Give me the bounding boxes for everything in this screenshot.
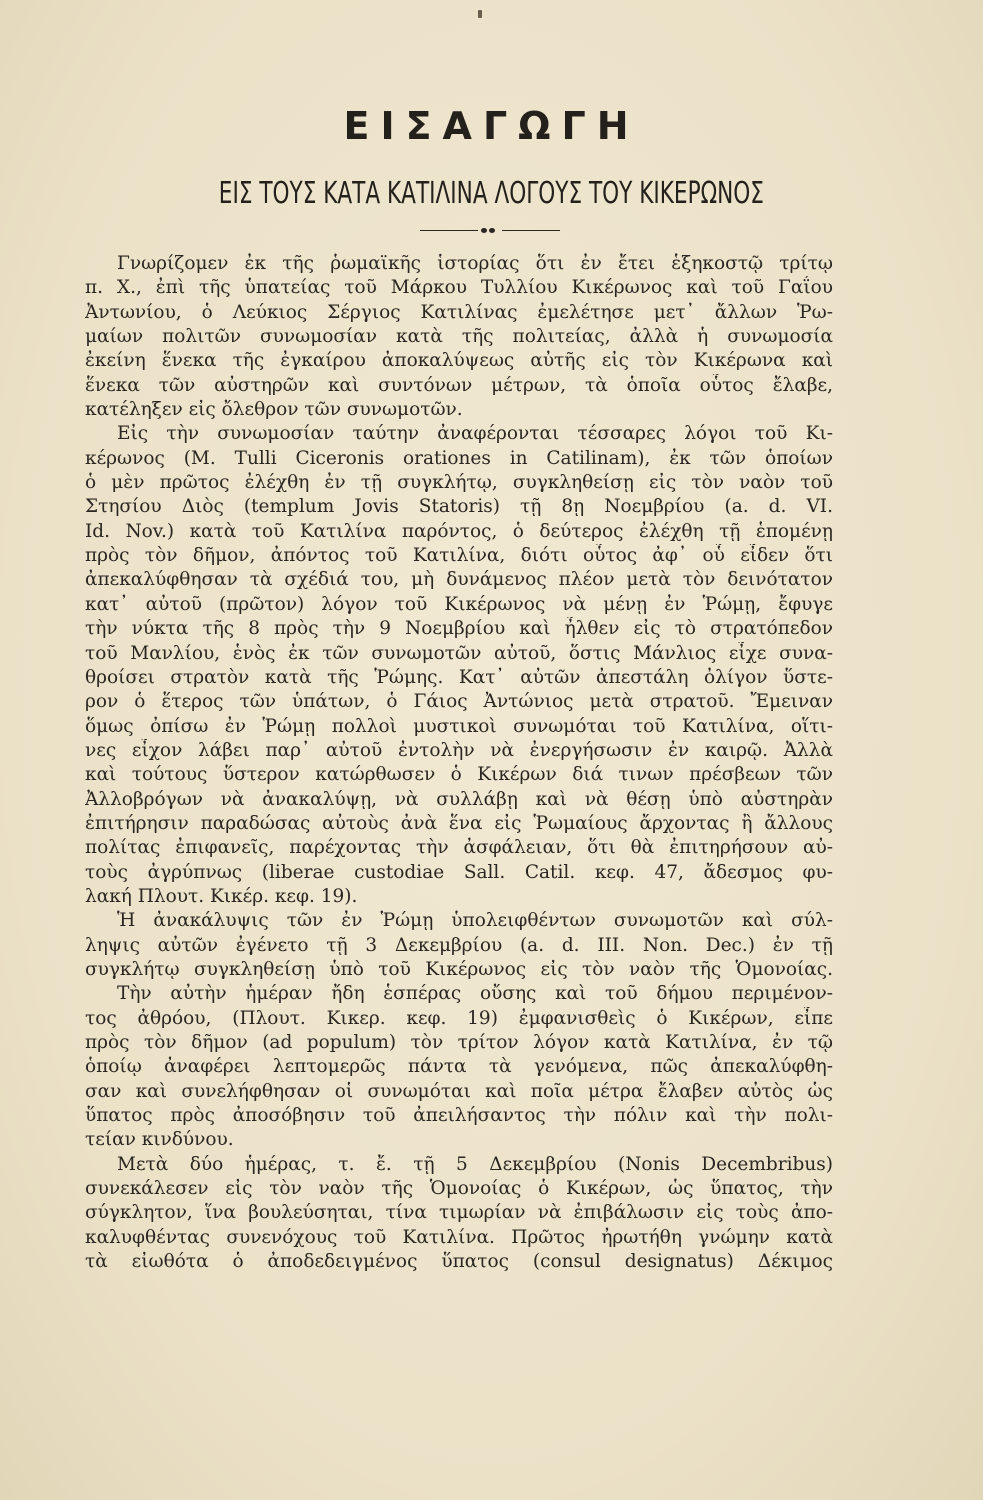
text-line: τος ἀθρόου, (Πλουτ. Κικερ. κεφ. 19) ἐμφανισθεὶς ὁ Κικέρων, εἶπε xyxy=(85,1007,833,1029)
text-line: ἐπιτήρησιν παραδώσας αὐτοὺς ἀνὰ ἕνα εἰς Ῥωμαίους ἄρχοντας ἢ ἄλλους xyxy=(85,812,833,834)
text-line: ὅμως ὀπίσω ἐν Ῥώμῃ πολλοὶ μυστικοὶ συνωμόται τοῦ Κατιλίνα, οἵτι- xyxy=(85,715,833,737)
text-line: καὶ τούτους ὕστερον κατώρθωσεν ὁ Κικέρων διά τινων πρέσβεων τῶν xyxy=(85,764,833,786)
text-line: ληψις αὐτῶν ἐγένετο τῇ 3 Δεκεμβρίου (a. d. III. Non. Dec.) ἐν τῇ xyxy=(85,934,833,956)
text-line: συνεκάλεσεν εἰς τὸν ναὸν τῆς Ὁμονοίας ὁ Κικέρων, ὡς ὕπατος, τὴν xyxy=(85,1178,833,1200)
body-text xyxy=(85,252,833,1274)
text-line: μαίων πολιτῶν συνωμοσίαν κατὰ τῆς πολιτείας, ἀλλὰ ἡ συνωμοσία xyxy=(85,326,833,348)
text-line: π. Χ., ἐπὶ τῆς ὑπατείας τοῦ Μάρκου Τυλλίου Κικέρωνος καὶ τοῦ Γαΐου xyxy=(85,277,833,299)
text-line: νες εἶχον λάβει παρ᾽ αὐτοῦ ἐντολὴν νὰ ἐνεργήσωσιν ἐν καιρῷ. Ἀλλὰ xyxy=(85,739,833,761)
text-line: πρὸς τὸν δῆμον (ad populum) τὸν τρίτον λόγον κατὰ Κατιλίνα, ἐν τῷ xyxy=(85,1032,833,1053)
ink-mark xyxy=(478,10,482,18)
text-line: ἐκείνη ἕνεκα τῆς ἐγκαίρου ἀποκαλύψεως αὐτῆς εἰς τὸν Κικέρωνα καὶ xyxy=(85,350,833,372)
text-line: τὰ εἰωθότα ὁ ἀποδεδειγμένος ὕπατος (consul designatus) Δέκιμος xyxy=(85,1251,833,1273)
text-line: κέρωνος (M. Tulli Ciceronis orationes in Catilinam), ἐκ τῶν ὁποίων xyxy=(85,447,833,469)
text-line: ὁ μὲν πρῶτος ἐλέχθη ἐν τῇ συγκλήτῳ, συγκληθείσῃ εἰς τὸν ναὸν τοῦ xyxy=(85,472,833,494)
ornament-divider xyxy=(420,226,560,236)
text-line: Στησίου Διὸς (templum Jovis Statoris) τῇ 8ῃ Νοεμβρίου (a. d. VI. xyxy=(85,496,833,518)
text-line: ἕνεκα τῶν αὐστηρῶν καὶ συντόνων μέτρων, τὰ ὁποῖα οὗτος ἔλαβε, xyxy=(85,374,833,396)
text-line: θροίσει στρατὸν κατὰ τῆς Ῥώμης. Κατ᾽ αὐτῶν ἀπεστάλη ὀλίγον ὕστε- xyxy=(85,666,833,688)
text-line: ἀπεκαλύφθησαν τὰ σχέδιά του, μὴ δυνάμενος πλέον μετὰ τὸν δεινότατον xyxy=(85,569,833,591)
text-line: τοῦ Μανλίου, ἑνὸς ἐκ τῶν συνωμοτῶν αὐτοῦ, ὅστις Μάνλιος εἶχε συνα- xyxy=(85,642,833,664)
text-line: κατέληξεν εἰς ὄλεθρον τῶν συνωμοτῶν. xyxy=(85,399,463,421)
text-line: κατ᾽ αὐτοῦ (πρῶτον) λόγον τοῦ Κικέρωνος νὰ μένῃ ἐν Ῥώμῃ, ἔφυγε xyxy=(85,593,833,615)
text-line: Γνωρίζομεν ἐκ τῆς ῥωμαϊκῆς ἱστορίας ὅτι ἐν ἔτει ἑξηκοστῷ τρίτῳ xyxy=(117,253,833,274)
text-line: τοὺς ἀγρύπνως (liberae custodiae Sall. Catil. κεφ. 47, ἄδεσμος φυ- xyxy=(85,861,833,883)
text-line: πολίτας ἐπιφανεῖς, παρέχοντας τὴν ἀσφάλειαν, ὅτι θὰ ἐπιτηρήσουν αὐ- xyxy=(85,837,833,859)
text-line: Ἀλλοβρόγων νὰ ἀνακαλύψῃ, νὰ συλλάβῃ καὶ νὰ θέσῃ ὑπὸ αὐστηρὰν xyxy=(85,788,833,810)
text-line: πρὸς τὸν δῆμον, ἀπόντος τοῦ Κατιλίνα, διότι οὗτος ἀφ᾽ οὗ εἶδεν ὅτι xyxy=(85,545,833,567)
text-line: Εἰς τὴν συνωμοσίαν ταύτην ἀναφέρονται τέσσαρες λόγοι τοῦ Κι- xyxy=(117,423,833,445)
text-line: ὕπατος πρὸς ἀποσόβησιν τοῦ ἀπειλήσαντος τὴν πόλιν καὶ τὴν πολι- xyxy=(85,1105,833,1127)
text-line: τὴν νύκτα τῆς 8 πρὸς τὴν 9 Νοεμβρίου καὶ ἦλθεν εἰς τὸ στρατόπεδον xyxy=(85,618,833,640)
text-line: ρον ὁ ἕτερος τῶν ὑπάτων, ὁ Γάιος Ἀντώνιος μετὰ στρατοῦ. Ἔμειναν xyxy=(85,691,833,713)
text-line: Ἀντωνίου, ὁ Λεύκιος Σέργιος Κατιλίνας ἐμελέτησε μετ᾽ ἄλλων Ῥω- xyxy=(85,301,833,323)
text-line: ὁποίῳ ἀναφέρει λεπτομερῶς πάντα τὰ γενόμενα, πῶς ἀπεκαλύφθη- xyxy=(85,1056,833,1078)
text-line: Μετὰ δύο ἡμέρας, τ. ἔ. τῇ 5 Δεκεμβρίου (Nonis Decembribus) xyxy=(117,1153,833,1175)
text-line: τείαν κινδύνου. xyxy=(85,1129,234,1151)
text-line: Τὴν αὐτὴν ἡμέραν ἤδη ἑσπέρας οὔσης καὶ τοῦ δήμου περιμένον- xyxy=(117,983,833,1005)
text-line: σύγκλητον, ἵνα βουλεύσηται, τίνα τιμωρίαν νὰ ἐπιβάλωσιν εἰς τοὺς ἀπο- xyxy=(85,1202,833,1224)
text-line: Ἡ ἀνακάλυψις τῶν ἐν Ῥώμῃ ὑπολειφθέντων συνωμοτῶν καὶ σύλ- xyxy=(117,910,833,932)
page-subtitle: ΕΙΣ ΤΟΥΣ ΚΑΤΑ ΚΑΤΙΛΙΝΑ ΛΟΓΟΥΣ ΤΟΥ ΚΙΚΕΡΩΝΟΣ xyxy=(218,176,764,211)
text-line: σαν καὶ συνελήφθησαν οἱ συνωμόται καὶ ποῖα μέτρα ἔλαβεν αὐτὸς ὡς xyxy=(85,1080,833,1102)
text-line: Id. Nov.) κατὰ τοῦ Κατιλίνα παρόντος, ὁ δεύτερος ἐλέχθη τῇ ἑπομένῃ xyxy=(85,520,833,542)
text-line: λακή Πλουτ. Κικέρ. κεφ. 19). xyxy=(85,885,358,907)
text-line: συγκλήτῳ συγκληθείσῃ ὑπὸ τοῦ Κικέρωνος εἰς τὸν ναὸν τῆς Ὁμονοίας. xyxy=(85,958,833,980)
text-line: καλυφθέντας συνενόχους τοῦ Κατιλίνα. Πρῶτος ἠρωτήθη γνώμην κατὰ xyxy=(85,1226,833,1248)
page-title: ΕΙΣΑΓΩΓΗ xyxy=(343,104,640,148)
